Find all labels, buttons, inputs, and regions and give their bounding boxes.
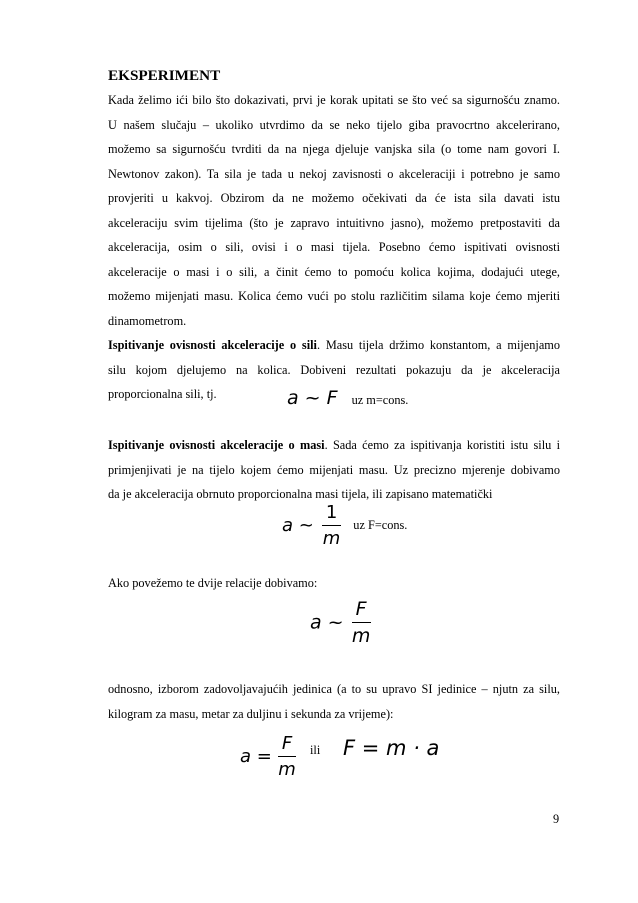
equation-lhs: a ~ [282,515,314,536]
fraction [352,598,371,647]
combine-paragraph [108,571,560,596]
equation-lhs: a ~ [310,611,344,634]
equation-combined [310,598,371,647]
fraction-numerator: 1 [322,502,341,526]
fraction-denominator: m [278,759,296,780]
text-line: proporcionalna sili, tj. [108,387,217,401]
equation-or [310,741,320,759]
text-line: odnosno, izborom zadovoljavajućih jedinica (a to su upravo SI jedinice – njutn za silu, [108,682,560,696]
text-line: Ako povežemo te dvije relacije dobivamo: [108,576,318,590]
text-line: da je akceleracija obrnuto proporcionalna masi tijela, ili zapisano matematički [108,487,493,501]
equation-condition: uz m=cons. [351,393,409,407]
fraction [322,502,341,549]
fraction-numerator: F [352,598,371,623]
text-line: silu kojom djelujemo na kolica. Dobiveni rezultati pokazuju da je akceleracija [108,362,560,377]
text-line: možemo mijenjati masu. Kolica ćemo vući po stolu različitim silama koje ćemo mjeriti [108,289,560,303]
text-line: primjenjivati je na tijelo kojem ćemo mijenjati masu. Uz precizno mjerenje dobivamo [108,462,560,477]
text-line: Newtonov zakon). Ta sila je tada u nekoj zavisnosti o akceleraciji i potrebno je samo [108,166,560,181]
fraction [278,733,296,780]
force-section-title: Ispitivanje ovisnosti akceleracije o sili [108,338,317,352]
text-line: akceleraciju svim tijelima (što je zapravo intuitivno jasno), možemo pretpostaviti da [108,215,560,230]
text-line: akceleracija, osim o sili, ovisi i o masi tijela. Posebno ćemo ispitivati ovisnosti [108,240,560,254]
equation-inverse-mass [282,502,407,549]
section-heading: EKSPERIMENT [108,67,221,84]
text-line: dinamometrom. [108,313,187,328]
text-line [108,333,560,358]
or-label: ili [310,743,321,757]
mass-section-title: Ispitivanje ovisnosti akceleracije o masi [108,438,325,452]
text-line: kilogram za masu, metar za duljinu i sekunda za vrijeme): [108,706,394,721]
fraction-numerator: F [278,733,296,757]
equation-lhs: a = [240,746,272,767]
equation-formula: F = m · a [343,736,440,760]
equation-newton-second-law [343,736,439,760]
intro-paragraph [108,88,560,333]
text-line: možemo sa sigurnošću tvrditi da na njega djeluje vanjska sila (o tome nam govori I. [108,142,560,156]
text-fragment: . Sada ćemo za ispitivanja koristiti istu silu i [324,438,560,452]
text-fragment: . Masu tijela držimo konstantom, a mijenjamo [316,338,560,352]
mass-section-paragraph [108,433,560,507]
units-paragraph [108,677,560,726]
text-line: akceleracije o masi i o sili, a činit ćemo to pomoću kolica kojima, dodajući utege, [108,264,560,279]
text-line: U našem slučaju – ukoliko utvrdimo da se neko tijelo giba pravocrtno akcelerirano, [108,117,560,132]
fraction-denominator: m [351,625,371,647]
page-content [108,66,560,407]
page-number: 9 [553,812,560,826]
equation-formula: a ~ F [287,387,338,409]
equation-newton-fraction [240,733,296,780]
fraction-denominator: m [322,528,341,549]
text-line: Kada želimo ići bilo što dokazivati, prvi je korak upitati se što već sa sigurnošću znamo. [108,93,560,107]
equation-proportional-force [287,387,408,409]
text-line: provjeriti u kakvoj. Obzirom da ne možemo očekivati da će ista sila davati istu [108,191,560,205]
equation-condition: uz F=cons. [353,518,408,532]
text-line [108,433,560,458]
